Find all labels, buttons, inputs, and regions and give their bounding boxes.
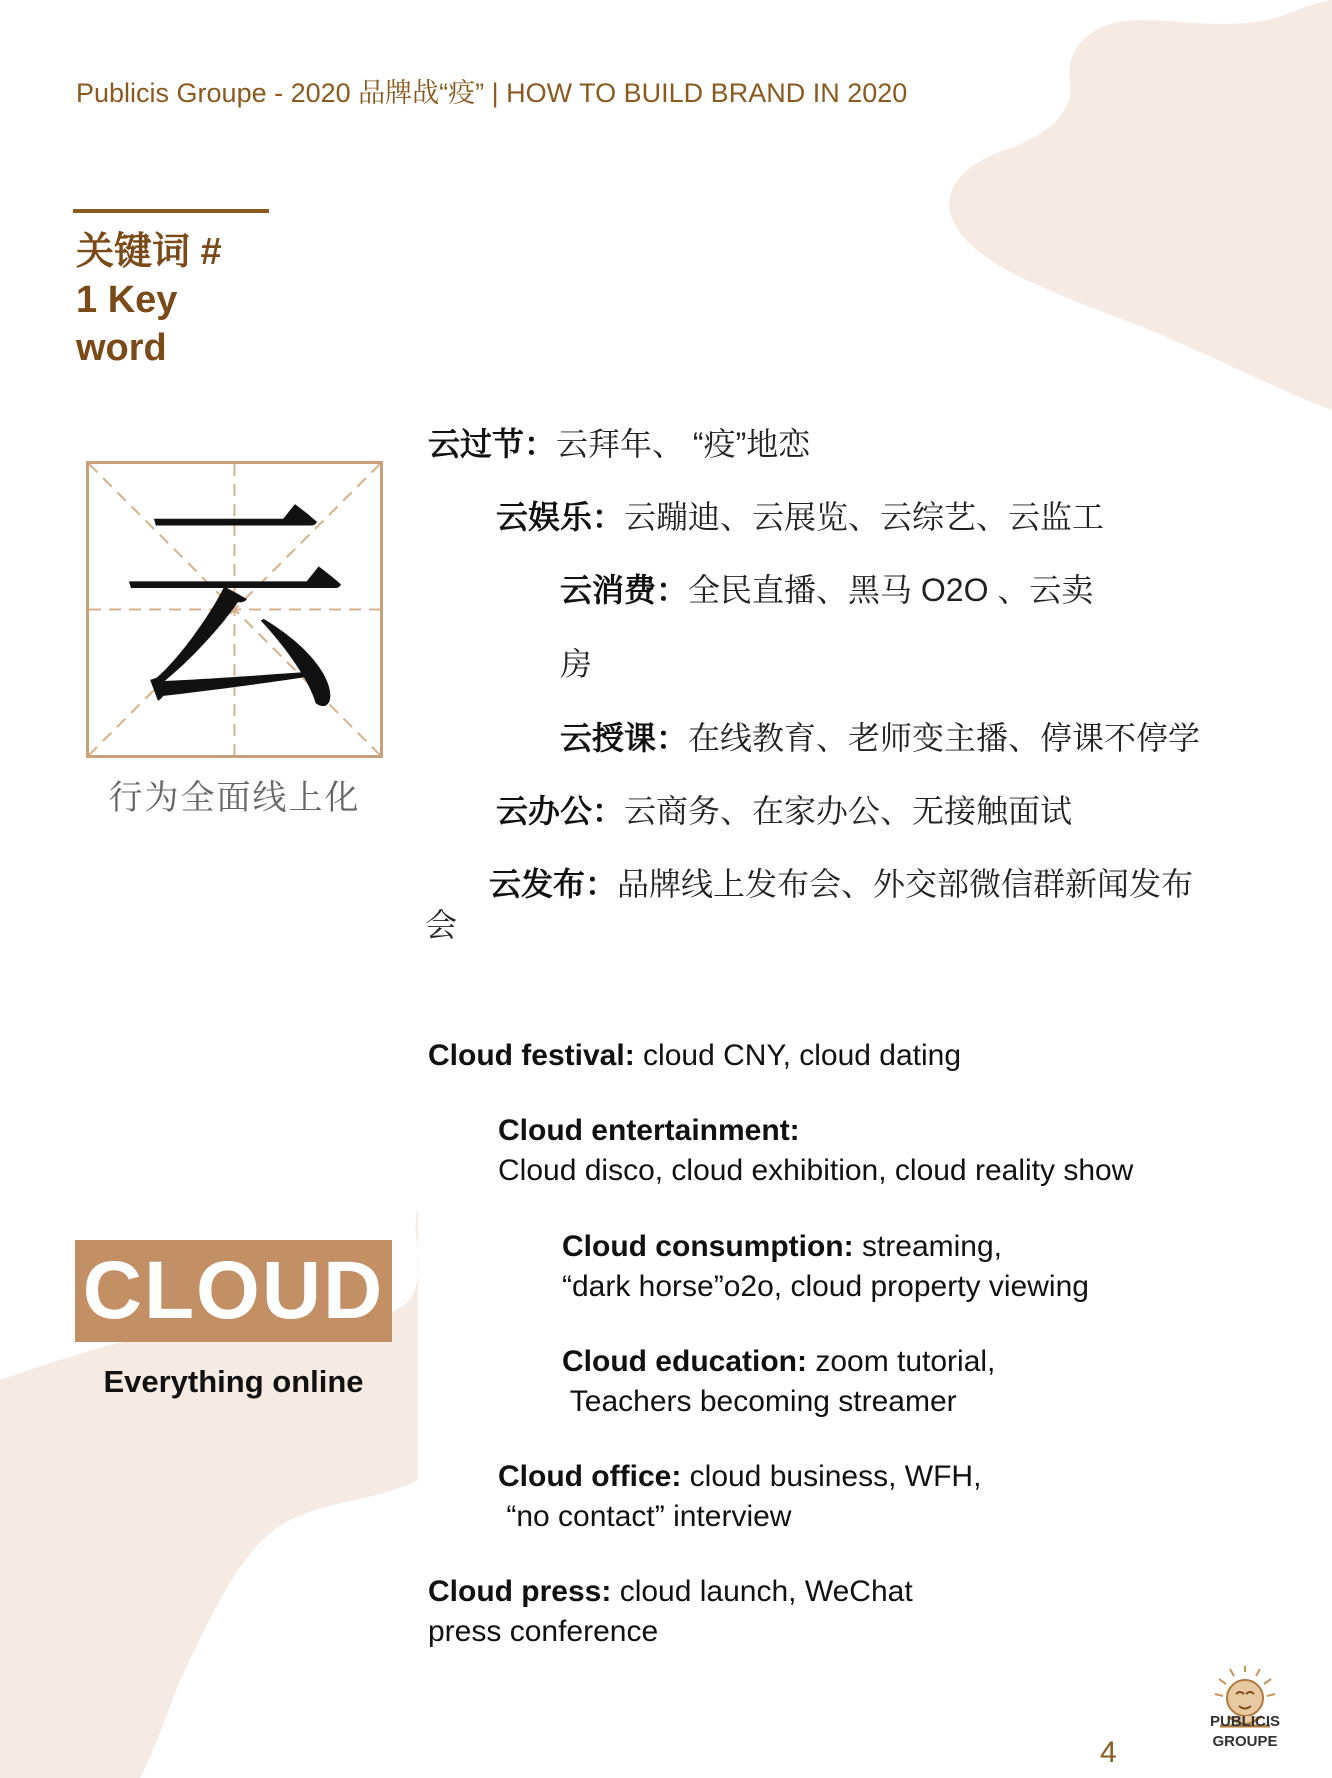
zh-item-text: 品牌线上发布会、外交部微信群新闻发布 — [617, 866, 1194, 902]
en-item-text-2: “no contact” interview — [498, 1500, 792, 1533]
zh-item — [496, 791, 1072, 831]
en-item-text-2: Teachers becoming streamer — [562, 1385, 957, 1418]
header-rule — [73, 209, 269, 213]
en-item-label: Cloud press: — [428, 1575, 612, 1608]
character-caption: 行为全面线上化 — [108, 779, 361, 817]
en-item-label: Cloud consumption: — [562, 1230, 854, 1263]
zh-item-text: 云商务、在家办公、无接触面试 — [624, 793, 1073, 829]
en-item-label: Cloud festival: — [428, 1039, 635, 1072]
cloud-tagline: Everything online — [103, 1364, 364, 1399]
zh-item-text: 云蹦迪、云展览、云综艺、云监工 — [624, 499, 1105, 535]
grid-guides — [89, 464, 380, 755]
en-item-text-2: “dark horse”o2o, cloud property viewing — [562, 1270, 1089, 1303]
en-item-text: zoom tutorial, — [806, 1345, 996, 1378]
zh-item-label: 云授课： — [560, 720, 689, 756]
en-item — [428, 1036, 1128, 1076]
en-item — [498, 1457, 1198, 1537]
publicis-logo-text — [1196, 1712, 1294, 1752]
zh-item — [560, 718, 1200, 758]
en-item-text: cloud business, WFH, — [681, 1460, 982, 1493]
en-item-label: Cloud office: — [498, 1460, 682, 1493]
en-item-text-2: Cloud disco, cloud exhibition, cloud reality show — [498, 1154, 1134, 1187]
zh-item-text: 全民直播、黑马 O2O 、云卖 — [688, 572, 1094, 608]
en-item — [562, 1227, 1262, 1307]
en-item-label: Cloud education: — [562, 1345, 807, 1378]
zh-item — [560, 570, 1093, 610]
zh-item-text: 房 — [560, 646, 593, 682]
keyword-line-3: word — [76, 327, 167, 369]
logo-line-1: PUBLICIS — [1209, 1713, 1280, 1730]
keyword-line-2: 1 Key — [76, 279, 178, 321]
zh-item-label: 云过节： — [428, 426, 557, 462]
zh-item-text: 云拜年、 “疫”地恋 — [556, 426, 811, 462]
en-item — [562, 1342, 1262, 1422]
zh-item-label: 云办公： — [496, 793, 625, 829]
en-item — [498, 1111, 1238, 1191]
zh-item-text: 在线教育、老师变主播、停课不停学 — [688, 720, 1201, 756]
en-item-text-2: press conference — [428, 1615, 659, 1648]
zh-item-label: 云消费： — [560, 572, 689, 608]
page-header: Publicis Groupe - 2020 品牌战“疫” | HOW TO BUILD BRAND IN 2020 — [76, 78, 908, 108]
keyword-line-1: 关键词 # — [76, 231, 222, 273]
zh-item — [428, 424, 810, 464]
zh-item-text: 会 — [425, 907, 458, 943]
zh-item — [425, 905, 457, 945]
en-item-text: cloud CNY, cloud dating — [634, 1039, 962, 1072]
zh-item — [560, 644, 592, 684]
zh-item — [489, 864, 1193, 904]
character-glyph: 云 — [119, 477, 350, 744]
zh-item-label: 云发布： — [489, 866, 618, 902]
cloud-badge: CLOUD — [75, 1240, 392, 1342]
character-grid — [86, 461, 383, 758]
logo-line-2: GROUPE — [1212, 1733, 1278, 1750]
en-item — [428, 1572, 1128, 1652]
zh-item-label: 云娱乐： — [496, 499, 625, 535]
keyword-heading — [76, 228, 276, 372]
en-item-text: cloud launch, WeChat — [611, 1575, 913, 1608]
en-item-label: Cloud entertainment: — [498, 1114, 800, 1147]
en-item-text: streaming, — [853, 1230, 1003, 1263]
zh-item — [496, 497, 1104, 537]
page-number: 4 — [1100, 1736, 1117, 1769]
